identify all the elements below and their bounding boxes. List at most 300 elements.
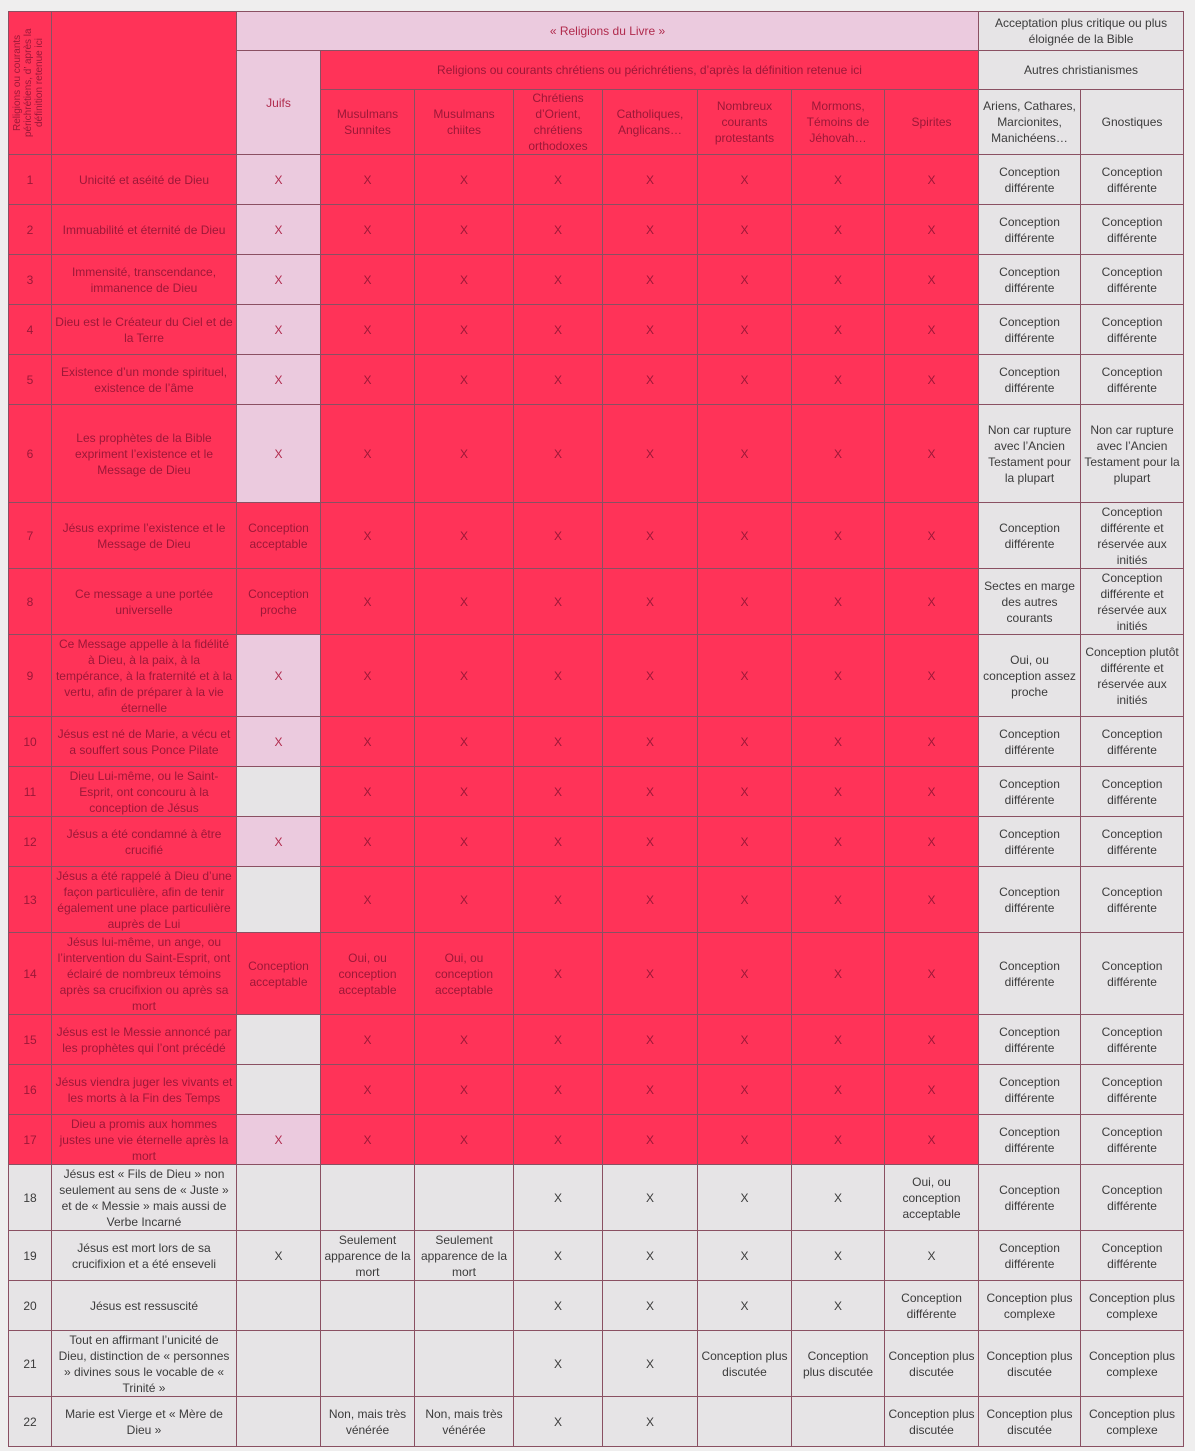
cell: X <box>792 635 885 717</box>
table-row <box>9 1397 1184 1447</box>
cell: Conception différente <box>979 255 1081 305</box>
row-statement: Dieu est le Créateur du Ciel et de la Terre <box>52 305 237 355</box>
cell: Conception différente et réservée aux initiés <box>1081 569 1184 635</box>
cell: Conception plus complexe <box>1081 1281 1184 1331</box>
cell: X <box>885 205 979 255</box>
cell <box>237 767 321 817</box>
row-statement: Jésus exprime l’existence et le Message de Dieu <box>52 503 237 569</box>
cell: X <box>415 255 514 305</box>
cell: Conception différente <box>979 817 1081 867</box>
cell: X <box>603 255 698 305</box>
cell: Oui, ou conception acceptable <box>321 933 415 1015</box>
cell: X <box>514 933 603 1015</box>
row-statement: Tout en affirmant l’unicité de Dieu, distinction de « personnes » divines sous le vocable de « Trinité » <box>52 1331 237 1397</box>
cell: X <box>237 155 321 205</box>
cell: X <box>792 1015 885 1065</box>
cell: X <box>603 1015 698 1065</box>
row-number: 9 <box>9 635 52 717</box>
cell: X <box>321 503 415 569</box>
cell: X <box>698 1115 792 1165</box>
cell: X <box>321 305 415 355</box>
cell: X <box>514 255 603 305</box>
row-number: 15 <box>9 1015 52 1065</box>
cell: Non, mais très vénérée <box>321 1397 415 1447</box>
cell: Seulement apparence de la mort <box>321 1231 415 1281</box>
cell: X <box>415 355 514 405</box>
cell: Conception plus discutée <box>885 1331 979 1397</box>
cell: X <box>514 717 603 767</box>
cell: Seulement apparence de la mort <box>415 1231 514 1281</box>
row-statement: Unicité et aséité de Dieu <box>52 155 237 205</box>
cell: X <box>514 355 603 405</box>
cell: X <box>698 767 792 817</box>
cell: X <box>698 569 792 635</box>
cell: Conception acceptable <box>237 933 321 1015</box>
cell: X <box>885 155 979 205</box>
cell: X <box>415 717 514 767</box>
cell: X <box>885 635 979 717</box>
table-row <box>9 1165 1184 1231</box>
cell: Non, mais très vénérée <box>415 1397 514 1447</box>
acceptation-header: Acceptation plus critique ou plus éloignée de la Bible <box>979 12 1184 51</box>
cell: X <box>603 1331 698 1397</box>
cell: X <box>321 867 415 933</box>
cell: X <box>885 1065 979 1115</box>
cell: Oui, ou conception assez proche <box>979 635 1081 717</box>
row-number: 2 <box>9 205 52 255</box>
autres-christianismes-header: Autres christianismes <box>979 51 1184 90</box>
cell: X <box>792 1165 885 1231</box>
cell: X <box>792 569 885 635</box>
row-statement: Jésus est né de Marie, a vécu et a souffert sous Ponce Pilate <box>52 717 237 767</box>
col-orthodoxes: Chrétiens d’Orient, chrétiens orthodoxes <box>514 90 603 155</box>
cell: X <box>415 155 514 205</box>
cell: X <box>792 767 885 817</box>
row-statement: Ce message a une portée universelle <box>52 569 237 635</box>
cell: X <box>603 717 698 767</box>
table-row <box>9 1331 1184 1397</box>
cell: X <box>321 155 415 205</box>
religions-chretiennes-header: Religions ou courants chrétiens ou périchrétiens, d’après la définition retenue ici <box>321 51 979 90</box>
cell: X <box>514 635 603 717</box>
cell: X <box>792 1065 885 1115</box>
cell: X <box>698 1281 792 1331</box>
cell: Conception différente <box>979 503 1081 569</box>
cell: X <box>603 635 698 717</box>
cell: X <box>885 255 979 305</box>
cell: X <box>698 717 792 767</box>
row-number: 18 <box>9 1165 52 1231</box>
row-number: 6 <box>9 405 52 503</box>
row-number: 5 <box>9 355 52 405</box>
row-statement: Jésus est ressuscité <box>52 1281 237 1331</box>
cell: X <box>514 1331 603 1397</box>
cell: X <box>698 635 792 717</box>
cell: X <box>415 569 514 635</box>
table-row <box>9 155 1184 205</box>
corner-label: Religions ou courants périchrétiens, d’ après la définition retenue ici <box>12 28 45 138</box>
cell: X <box>698 205 792 255</box>
cell: X <box>321 205 415 255</box>
cell: Conception plus complexe <box>1081 1397 1184 1447</box>
row-statement: Jésus lui-même, un ange, ou l’intervention du Saint-Esprit, ont éclairé de nombreux témoins après sa crucifixion ou après sa mort <box>52 933 237 1015</box>
row-number: 3 <box>9 255 52 305</box>
cell: X <box>415 635 514 717</box>
cell: X <box>885 355 979 405</box>
row-number: 20 <box>9 1281 52 1331</box>
cell: X <box>698 355 792 405</box>
cell: Conception différente <box>979 767 1081 817</box>
cell <box>321 1331 415 1397</box>
cell: Conception différente <box>1081 933 1184 1015</box>
cell: X <box>415 503 514 569</box>
row-statement: Jésus est mort lors de sa crucifixion et a été enseveli <box>52 1231 237 1281</box>
cell: X <box>415 867 514 933</box>
cell <box>321 1165 415 1231</box>
table-row <box>9 355 1184 405</box>
beliefs-comparison-table <box>8 11 1184 1447</box>
cell: X <box>885 767 979 817</box>
cell: X <box>698 1015 792 1065</box>
cell: X <box>237 305 321 355</box>
cell: X <box>792 405 885 503</box>
cell: X <box>321 1015 415 1065</box>
cell: X <box>237 405 321 503</box>
row-number: 17 <box>9 1115 52 1165</box>
cell: Conception différente <box>1081 1065 1184 1115</box>
cell: X <box>237 355 321 405</box>
cell: X <box>603 205 698 255</box>
cell: Conception plus discutée <box>698 1331 792 1397</box>
row-number: 1 <box>9 155 52 205</box>
table-row <box>9 503 1184 569</box>
cell: X <box>237 817 321 867</box>
cell: X <box>603 503 698 569</box>
cell: X <box>698 1165 792 1231</box>
religions-du-livre-header: « Religions du Livre » <box>237 12 979 51</box>
row-number: 14 <box>9 933 52 1015</box>
cell: X <box>514 1165 603 1231</box>
cell: X <box>321 767 415 817</box>
cell: X <box>415 767 514 817</box>
col-gnostiques: Gnostiques <box>1081 90 1184 155</box>
cell: X <box>885 569 979 635</box>
cell: X <box>792 155 885 205</box>
table-row <box>9 569 1184 635</box>
cell: X <box>514 205 603 255</box>
row-statement: Existence d’un monde spirituel, existence de l’âme <box>52 355 237 405</box>
table-row <box>9 717 1184 767</box>
cell: Non car rupture avec l’Ancien Testament pour la plupart <box>979 405 1081 503</box>
cell <box>237 1397 321 1447</box>
cell: Conception différente <box>979 1115 1081 1165</box>
cell <box>415 1331 514 1397</box>
row-statement: Jésus est le Messie annoncé par les prophètes qui l’ont précédé <box>52 1015 237 1065</box>
table-row <box>9 933 1184 1015</box>
cell: X <box>415 305 514 355</box>
table-row <box>9 205 1184 255</box>
cell: Conception plus complexe <box>1081 1331 1184 1397</box>
col-mormons: Mormons, Témoins de Jéhovah… <box>792 90 885 155</box>
cell <box>237 867 321 933</box>
cell <box>237 1065 321 1115</box>
cell: X <box>603 405 698 503</box>
cell: X <box>415 1015 514 1065</box>
cell: X <box>603 1397 698 1447</box>
col-juifs: Juifs <box>237 51 321 155</box>
cell: X <box>514 1281 603 1331</box>
cell: X <box>237 205 321 255</box>
cell <box>321 1281 415 1331</box>
row-number: 7 <box>9 503 52 569</box>
row-number: 4 <box>9 305 52 355</box>
row-number: 21 <box>9 1331 52 1397</box>
table-row <box>9 1115 1184 1165</box>
cell: X <box>514 1015 603 1065</box>
cell: Conception différente <box>1081 205 1184 255</box>
cell <box>237 1331 321 1397</box>
cell: X <box>698 255 792 305</box>
cell: X <box>321 255 415 305</box>
cell: X <box>321 569 415 635</box>
cell: X <box>603 305 698 355</box>
cell: Conception différente <box>1081 305 1184 355</box>
row-statement: Jésus viendra juger les vivants et les morts à la Fin des Temps <box>52 1065 237 1115</box>
cell: X <box>885 817 979 867</box>
cell: X <box>885 867 979 933</box>
cell: Conception différente et réservée aux initiés <box>1081 503 1184 569</box>
cell: X <box>698 933 792 1015</box>
corner-empty-cell <box>52 12 237 155</box>
cell: Conception différente <box>979 1065 1081 1115</box>
cell: X <box>698 867 792 933</box>
cell: X <box>885 503 979 569</box>
cell: X <box>603 1115 698 1165</box>
cell: X <box>792 717 885 767</box>
cell: X <box>237 255 321 305</box>
cell: Conception différente <box>979 305 1081 355</box>
cell: X <box>514 767 603 817</box>
col-protestants: Nombreux courants protestants <box>698 90 792 155</box>
cell: X <box>514 405 603 503</box>
cell: X <box>792 817 885 867</box>
cell: X <box>603 355 698 405</box>
cell: Conception différente <box>1081 817 1184 867</box>
cell: Conception plus complexe <box>979 1281 1081 1331</box>
row-number: 11 <box>9 767 52 817</box>
cell: X <box>514 1065 603 1115</box>
row-statement: Dieu Lui-même, ou le Saint-Esprit, ont concouru à la conception de Jésus <box>52 767 237 817</box>
table-row <box>9 305 1184 355</box>
row-statement: Marie est Vierge et « Mère de Dieu » <box>52 1397 237 1447</box>
cell: X <box>415 205 514 255</box>
cell: X <box>514 305 603 355</box>
table-row <box>9 1065 1184 1115</box>
row-number: 13 <box>9 867 52 933</box>
cell: X <box>792 503 885 569</box>
cell: X <box>698 405 792 503</box>
cell: Conception plutôt différente et réservée aux initiés <box>1081 635 1184 717</box>
cell <box>237 1015 321 1065</box>
cell: X <box>603 569 698 635</box>
cell: X <box>237 1115 321 1165</box>
cell: Conception différente <box>1081 767 1184 817</box>
table-row <box>9 635 1184 717</box>
row-statement: Dieu a promis aux hommes justes une vie éternelle après la mort <box>52 1115 237 1165</box>
row-statement: Jésus a été condamné à être crucifié <box>52 817 237 867</box>
cell: X <box>415 405 514 503</box>
cell: X <box>603 1231 698 1281</box>
row-number: 22 <box>9 1397 52 1447</box>
cell: X <box>603 1165 698 1231</box>
cell: Conception différente <box>1081 155 1184 205</box>
table-row <box>9 767 1184 817</box>
col-chiites: Musulmans chiites <box>415 90 514 155</box>
cell: Conception différente <box>1081 867 1184 933</box>
cell: X <box>321 355 415 405</box>
cell: Conception différente <box>1081 1165 1184 1231</box>
cell: Conception différente <box>979 717 1081 767</box>
row-statement: Ce Message appelle à la fidélité à Dieu, à la paix, à la tempérance, à la fraternité et à la vertu, afin de préparer à la vie éternelle <box>52 635 237 717</box>
cell: X <box>792 1231 885 1281</box>
cell: Conception différente <box>979 355 1081 405</box>
cell: X <box>698 1231 792 1281</box>
cell: X <box>603 155 698 205</box>
cell <box>698 1397 792 1447</box>
row-number: 12 <box>9 817 52 867</box>
cell: X <box>792 305 885 355</box>
cell: X <box>415 1065 514 1115</box>
cell: X <box>792 205 885 255</box>
cell: Conception proche <box>237 569 321 635</box>
cell: X <box>698 305 792 355</box>
table-row <box>9 817 1184 867</box>
table-row <box>9 1281 1184 1331</box>
cell: Non car rupture avec l’Ancien Testament pour la plupart <box>1081 405 1184 503</box>
cell: X <box>237 717 321 767</box>
cell: X <box>885 933 979 1015</box>
cell: X <box>514 817 603 867</box>
cell: X <box>514 1231 603 1281</box>
cell <box>237 1165 321 1231</box>
row-number: 10 <box>9 717 52 767</box>
cell: X <box>237 635 321 717</box>
table-row <box>9 867 1184 933</box>
cell: X <box>415 817 514 867</box>
table-row <box>9 255 1184 305</box>
cell: X <box>415 1115 514 1165</box>
cell: Oui, ou conception acceptable <box>885 1165 979 1231</box>
cell: X <box>885 305 979 355</box>
cell: X <box>514 1397 603 1447</box>
cell: X <box>698 503 792 569</box>
cell: Conception différente <box>979 155 1081 205</box>
cell: X <box>792 933 885 1015</box>
cell: X <box>321 635 415 717</box>
col-sunnites: Musulmans Sunnites <box>321 90 415 155</box>
cell <box>792 1397 885 1447</box>
cell: X <box>885 1231 979 1281</box>
cell: X <box>792 1281 885 1331</box>
cell: X <box>321 405 415 503</box>
cell: X <box>237 1231 321 1281</box>
col-ariens: Ariens, Cathares, Marcionites, Manichéens… <box>979 90 1081 155</box>
cell: Conception plus discutée <box>979 1331 1081 1397</box>
cell: X <box>321 1115 415 1165</box>
cell: Conception différente <box>1081 717 1184 767</box>
cell: X <box>792 1115 885 1165</box>
cell: X <box>792 355 885 405</box>
row-statement: Jésus a été rappelé à Dieu d’une façon particulière, afin de tenir également une place particulière auprès de Lui <box>52 867 237 933</box>
cell: Conception différente <box>885 1281 979 1331</box>
cell: Conception différente <box>979 933 1081 1015</box>
cell: Conception différente <box>979 1165 1081 1231</box>
cell: X <box>603 933 698 1015</box>
cell: Conception différente <box>1081 255 1184 305</box>
cell: X <box>885 717 979 767</box>
cell: X <box>698 155 792 205</box>
cell <box>237 1281 321 1331</box>
cell: Conception différente <box>1081 1231 1184 1281</box>
col-catholiques: Catholiques, Anglicans… <box>603 90 698 155</box>
row-statement: Immuabilité et éternité de Dieu <box>52 205 237 255</box>
cell: X <box>792 255 885 305</box>
cell: Conception différente <box>979 867 1081 933</box>
cell: X <box>885 1115 979 1165</box>
table-row <box>9 1231 1184 1281</box>
cell: X <box>514 503 603 569</box>
cell: X <box>321 1065 415 1115</box>
cell: X <box>514 867 603 933</box>
row-statement: Les prophètes de la Bible expriment l’existence et le Message de Dieu <box>52 405 237 503</box>
cell <box>415 1165 514 1231</box>
cell <box>415 1281 514 1331</box>
cell: Conception différente <box>979 1231 1081 1281</box>
cell: X <box>885 405 979 503</box>
cell: X <box>514 569 603 635</box>
row-number: 8 <box>9 569 52 635</box>
cell: X <box>792 867 885 933</box>
row-number: 19 <box>9 1231 52 1281</box>
cell: X <box>321 717 415 767</box>
cell: X <box>698 1065 792 1115</box>
cell: Conception plus discutée <box>979 1397 1081 1447</box>
cell: X <box>603 867 698 933</box>
row-number: 16 <box>9 1065 52 1115</box>
cell: Conception plus discutée <box>792 1331 885 1397</box>
cell: X <box>603 817 698 867</box>
cell: X <box>603 1281 698 1331</box>
cell: X <box>321 817 415 867</box>
cell: Conception différente <box>1081 355 1184 405</box>
cell: Conception acceptable <box>237 503 321 569</box>
cell: X <box>885 1015 979 1065</box>
cell: Conception différente <box>1081 1015 1184 1065</box>
col-spirites: Spirites <box>885 90 979 155</box>
row-statement: Jésus est « Fils de Dieu » non seulement au sens de « Juste » et de « Messie » mais aussi de Verbe Incarné <box>52 1165 237 1231</box>
cell: X <box>603 767 698 817</box>
cell: Conception différente <box>979 1015 1081 1065</box>
corner-label-cell <box>9 12 52 155</box>
cell: Conception plus discutée <box>885 1397 979 1447</box>
table-row <box>9 405 1184 503</box>
cell: Conception différente <box>979 205 1081 255</box>
cell: X <box>514 155 603 205</box>
cell: X <box>514 1115 603 1165</box>
cell: Oui, ou conception acceptable <box>415 933 514 1015</box>
row-statement: Immensité, transcendance, immanence de Dieu <box>52 255 237 305</box>
table-row <box>9 1015 1184 1065</box>
